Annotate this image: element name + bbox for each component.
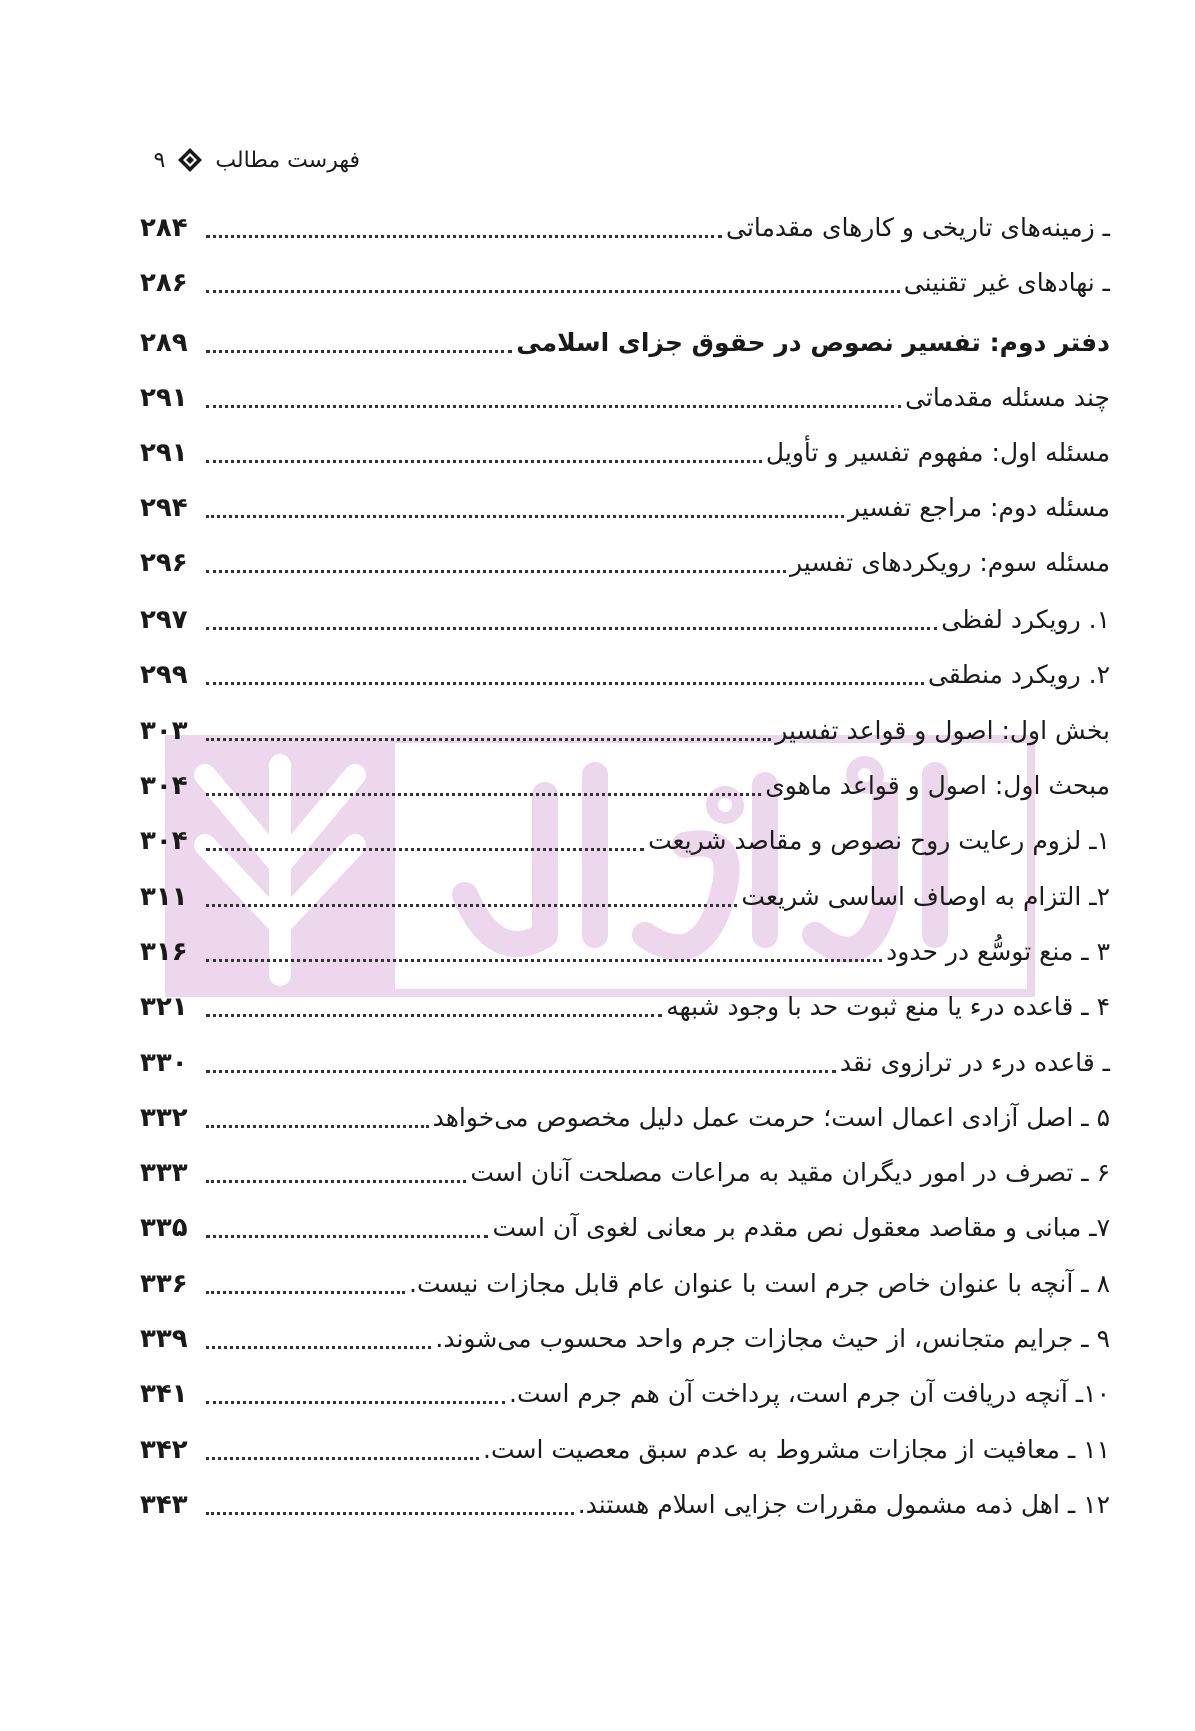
toc-entry-page: ۳۳۳ <box>140 1158 188 1188</box>
toc-dot-leader <box>202 1203 492 1253</box>
toc-entry-title: ۴ ـ قاعده درء یا منع ثبوت حد با وجود شبهه <box>666 992 1110 1021</box>
toc-entry-title: دفتر دوم: تفسیر نصوص در حقوق جزای اسلامی <box>516 328 1110 357</box>
toc-entry <box>140 1093 1170 1143</box>
toc-dot-leader <box>202 1259 409 1309</box>
toc-entry <box>140 1148 1170 1198</box>
toc-entry <box>140 816 1170 866</box>
diamond-icon <box>177 147 203 173</box>
toc-entry-page: ۲۹۱ <box>140 383 188 413</box>
toc-entry-page: ۳۳۵ <box>140 1213 188 1243</box>
toc-entry-page: ۳۳۰ <box>140 1048 188 1078</box>
toc-dot-leader <box>202 595 941 645</box>
toc-entry-title: ۵ ـ اصل آزادی اعمال است؛ حرمت عمل دلیل مخصوص می‌خواهد <box>432 1103 1110 1132</box>
toc-dot-leader <box>202 258 904 308</box>
toc-entry-page: ۲۹۹ <box>140 660 188 690</box>
toc-entry <box>140 982 1170 1032</box>
toc-entry-title: مسئله دوم: مراجع تفسیر <box>848 493 1110 522</box>
toc-entry-title: ۱۰ـ آنچه دریافت آن جرم است، پرداخت آن هم جرم است. <box>509 1379 1110 1408</box>
toc-dot-leader <box>202 1369 509 1419</box>
toc-entry-title: ۲. رویکرد منطقی <box>927 660 1110 689</box>
toc-entry <box>140 1259 1170 1309</box>
toc-dot-leader <box>202 1038 840 1088</box>
toc-entry-title: مبحث اول: اصول و قواعد ماهوی <box>765 771 1110 800</box>
toc-entry-page: ۳۳۹ <box>140 1324 188 1354</box>
toc-dot-leader <box>202 650 928 700</box>
toc-entry-page: ۳۰۳ <box>140 716 188 746</box>
toc-dot-leader <box>202 1093 433 1143</box>
toc-entry-title: ۱. رویکرد لفظی <box>941 605 1110 634</box>
toc-entry-page: ۲۹۶ <box>140 548 188 578</box>
toc-entry-title: ۱۲ ـ اهل ذمه مشمول مقررات جزایی اسلام هستند. <box>577 1490 1110 1519</box>
toc-dot-leader <box>202 816 648 866</box>
toc-entry <box>140 483 1158 533</box>
toc-dot-leader <box>202 761 765 811</box>
toc-entry <box>140 258 1185 308</box>
toc-entry <box>140 872 1170 922</box>
toc-dot-leader <box>202 373 905 423</box>
toc-entry-page: ۲۸۴ <box>140 213 188 243</box>
running-header <box>150 140 360 180</box>
toc-entry <box>140 538 1158 588</box>
toc-dot-leader <box>202 1314 435 1364</box>
toc-dot-leader <box>202 538 790 588</box>
toc-entry <box>140 650 1185 700</box>
toc-dot-leader <box>202 706 775 756</box>
toc-entry-page: ۲۹۷ <box>140 605 188 635</box>
header-title: فهرست مطالب <box>215 147 360 173</box>
toc-entry <box>140 1203 1170 1253</box>
toc-entry-title: مسئله اول: مفهوم تفسیر و تأویل <box>765 438 1110 467</box>
toc-entry-title: ـ نهادهای غیر تقنینی <box>903 268 1110 297</box>
toc-entry <box>140 1038 1195 1088</box>
toc-entry-title: چند مسئله مقدماتی <box>905 383 1110 412</box>
toc-entry-page: ۲۹۱ <box>140 438 188 468</box>
toc-entry <box>140 428 1158 478</box>
toc-entry-page: ۳۴۳ <box>140 1490 188 1520</box>
toc-entry-page: ۳۴۲ <box>140 1435 188 1465</box>
toc-entry-page: ۳۱۱ <box>140 882 188 912</box>
toc-entry <box>140 706 1120 756</box>
toc-entry-title: ۱۱ ـ معافیت از مجازات مشروط به عدم سبق معصیت است. <box>483 1435 1110 1464</box>
toc-entry-title: ۱ـ لزوم رعایت روح نصوص و مقاصد شریعت <box>648 826 1110 855</box>
toc-entry-title: مسئله سوم: رویکردهای تفسیر <box>790 548 1110 577</box>
toc-dot-leader <box>202 428 766 478</box>
toc-entry-page: ۳۴۱ <box>140 1379 188 1409</box>
toc-entry-title: ۳ ـ منع توسُّع در حدود <box>886 937 1110 966</box>
toc-entry <box>140 1314 1170 1364</box>
toc-entry <box>140 1369 1170 1419</box>
toc-entry-page: ۳۱۶ <box>140 937 188 967</box>
toc-entry-page: ۳۳۲ <box>140 1103 188 1133</box>
toc-entry <box>140 595 1185 645</box>
toc-entry <box>140 1480 1170 1530</box>
toc-dot-leader <box>202 982 666 1032</box>
toc-dot-leader <box>202 1425 483 1475</box>
toc-entry-page: ۲۸۹ <box>140 328 188 358</box>
toc-entry-page: ۳۳۶ <box>140 1269 188 1299</box>
toc-entry-title: ۸ ـ آنچه با عنوان خاص جرم است با عنوان عام قابل مجازات نیست. <box>409 1269 1110 1298</box>
toc-entry-title: ۷ـ مبانی و مقاصد معقول نص مقدم بر معانی لغوی آن است <box>492 1213 1110 1242</box>
toc-dot-leader <box>202 1480 578 1530</box>
toc-dot-leader <box>202 1148 470 1198</box>
header-page-number: ۹ <box>153 147 166 173</box>
toc-entry <box>140 373 1110 423</box>
toc-entry <box>140 761 1145 811</box>
toc-entry <box>140 1425 1170 1475</box>
toc-entry <box>140 927 1170 977</box>
toc-entry-page: ۲۸۶ <box>140 268 188 298</box>
toc-entry-title: ـ زمینه‌های تاریخی و کارهای مقدماتی <box>726 213 1110 242</box>
toc-entry-title: ۲ـ التزام به اوصاف اساسی شریعت <box>741 882 1110 911</box>
toc-entry <box>140 203 1185 253</box>
toc-dot-leader <box>202 927 886 977</box>
toc-entry-page: ۳۰۴ <box>140 826 188 856</box>
toc-entry-title: ۹ ـ جرایم متجانس، از حیث مجازات جرم واحد محسوب می‌شوند. <box>435 1324 1110 1353</box>
toc-entry-page: ۲۹۴ <box>140 493 188 523</box>
toc-dot-leader <box>202 203 726 253</box>
toc-entry-part <box>140 318 1110 368</box>
toc-entry-title: بخش اول: اصول و قواعد تفسیر <box>775 716 1110 745</box>
toc-entry-title: ۶ ـ تصرف در امور دیگران مقید به مراعات مصلحت آنان است <box>470 1158 1110 1187</box>
toc-dot-leader <box>202 483 848 533</box>
toc-entry-page: ۳۲۱ <box>140 992 188 1022</box>
toc-entry-title: ـ قاعده درء در ترازوی نقد <box>839 1048 1110 1077</box>
toc-dot-leader <box>202 872 741 922</box>
toc-entry-page: ۳۰۴ <box>140 771 188 801</box>
toc-dot-leader <box>202 318 516 368</box>
